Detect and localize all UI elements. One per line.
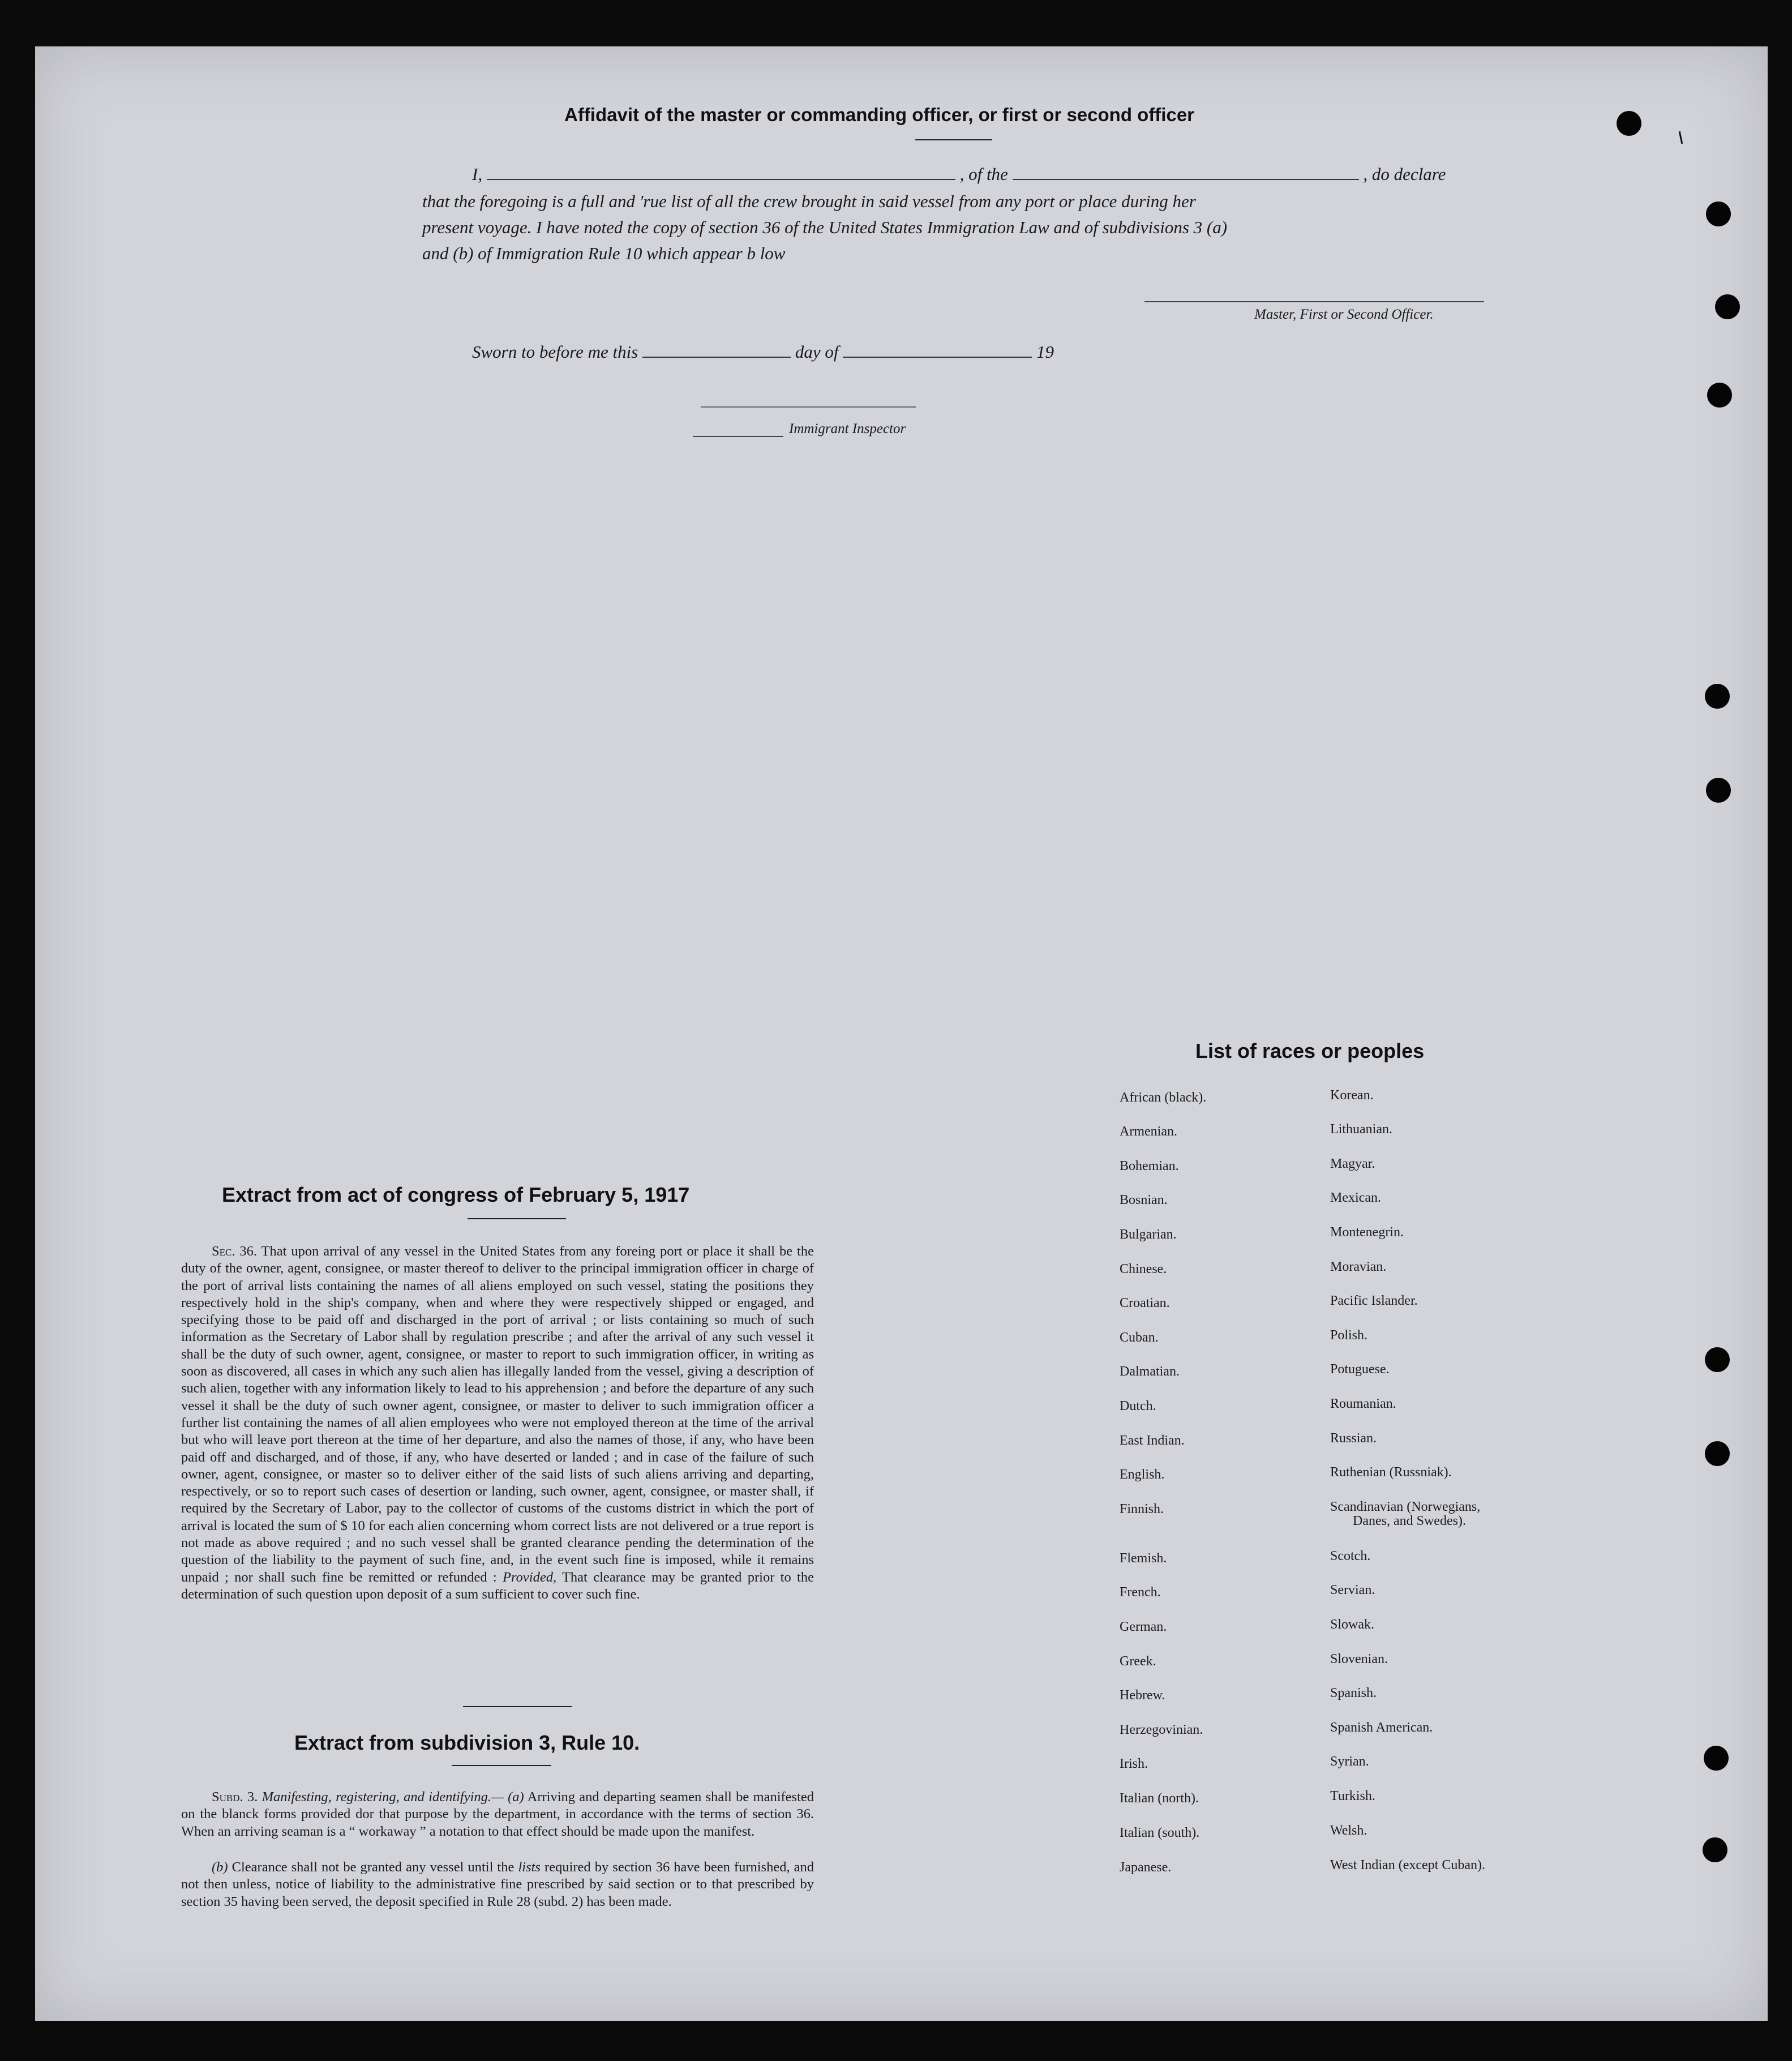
sworn-label: Sworn to before me this (472, 342, 638, 362)
vessel-label: , of the (959, 164, 1008, 184)
year-label: 19 (1036, 342, 1054, 362)
race-item: Bulgarian. (1120, 1227, 1177, 1242)
declarant-name-field[interactable] (487, 164, 955, 180)
race-item: Slowak. (1330, 1617, 1374, 1632)
race-item: Servian. (1330, 1583, 1375, 1597)
signature-caption: Master, First or Second Officer. (1254, 307, 1434, 322)
day-of-label: day of (795, 342, 839, 362)
sworn-day-field[interactable] (642, 342, 791, 358)
punch-hole (1706, 778, 1731, 803)
section-label: Sec. 36. (212, 1244, 258, 1259)
races-title: List of races or peoples (1195, 1039, 1425, 1062)
race-item: Irish. (1120, 1756, 1148, 1771)
race-item: Roumanian. (1330, 1396, 1396, 1411)
race-item: Bosnian. (1120, 1193, 1168, 1207)
race-item: Polish. (1330, 1328, 1368, 1343)
affidavit-line-3: present voyage. I have noted the copy of section 36 of the United States Immigration Law and of subdivisions 3 (a) (422, 217, 1228, 237)
race-item: Lithuanian. (1330, 1122, 1392, 1137)
punch-hole (1705, 684, 1730, 709)
race-item: Turkish. (1330, 1789, 1375, 1803)
declare-label: , do declare (1363, 164, 1446, 184)
race-item: Herzegovinian. (1120, 1723, 1203, 1737)
race-item: Moravian. (1330, 1259, 1387, 1274)
subd-b-body-1: Clearance shall not be granted any vessel until the (231, 1859, 515, 1875)
inspector-short-line (693, 436, 783, 437)
race-item: Dutch. (1120, 1399, 1156, 1413)
rule-subd-a-text (181, 1789, 814, 1840)
affidavit-line-4: and (b) of Immigration Rule 10 which appear b low (422, 243, 786, 263)
race-item: Scotch. (1330, 1549, 1371, 1563)
sworn-line (472, 342, 1054, 362)
race-item: Flemish. (1120, 1551, 1167, 1566)
race-item: Hebrew. (1120, 1688, 1165, 1703)
subd-b-label: (b) (212, 1859, 228, 1875)
inspector-caption: Immigrant Inspector (789, 421, 906, 436)
subd-heading: Manifesting, registering, and identifying.— (a) (261, 1789, 524, 1805)
race-item: West Indian (except Cuban). (1330, 1858, 1485, 1873)
affidavit-line-2: that the foregoing is a full and 'rue list of all the crew brought in said vessel from any port or place during her (422, 191, 1196, 211)
race-item: Syrian. (1330, 1754, 1369, 1769)
race-item: Japanese. (1120, 1860, 1172, 1875)
race-item: Bohemian. (1120, 1159, 1179, 1173)
race-item: Italian (south). (1120, 1826, 1200, 1840)
subd-b-lists: lists (518, 1859, 541, 1875)
race-item: Armenian. (1120, 1124, 1177, 1139)
section-separator (463, 1706, 572, 1707)
act-extract-title: Extract from act of congress of February 5, 1917 (222, 1183, 690, 1206)
race-item: English. (1120, 1467, 1165, 1482)
subd-label: Subd. 3. (212, 1789, 258, 1805)
section-body-end: That clearance may be granted prior to the determination of such question upon deposit of a sum sufficient to cover such fine. (181, 1569, 814, 1602)
race-item: Russian. (1330, 1431, 1377, 1446)
provided-word: Provided, (503, 1569, 557, 1585)
punch-hole (1617, 111, 1641, 136)
race-item: Croatian. (1120, 1296, 1170, 1310)
race-item: Mexican. (1330, 1190, 1381, 1205)
declarant-label: I, (472, 164, 483, 184)
race-item: Cuban. (1120, 1330, 1159, 1345)
race-item: Slovenian. (1330, 1652, 1388, 1666)
punch-hole (1705, 1441, 1730, 1466)
section-body: That upon arrival of any vessel in the United States from any foreing port or place it shall be the duty of the owner, agent, consignee, or master thereof to deliver to the principal immigration officer in charge of the port of arrival lists containing the names of all aliens employed on such vessel, stating the positions they respectively hold in the ship's company, when and where they were respectively shipped or engaged, and specifying those to be paid off and discharged in the port of arrival ; or lists containing so much of such information as the Secretary of Labor shall by regulation prescribe ; and after the arrival of any such vessel it shall be the duty of such owner, agent, consignee, or master to report to such immigration officer, in writing as soon as discovered, all cases in which any such alien has illegally landed from the vessel, giving a description of such alien, together with any information likely to lead to his apprehension ; and before the departure of any such vessel it shall be the duty of such owner agent, consignee, or master to deliver to such immigration officer a further list containing the names of all alien employees who were not employed thereon at the time of the arrival but who will leave port thereon at the time of her departure, and also the names of those, if any, who have been paid off and discharged, and of those, if any, who have deserted or landed ; and in case of the failure of such owner, agent, consignee, or master so to deliver either of the said lists of such aliens arriving and departing, respectively, or so to report such cases of desertion or landing, such owner, agent, consignee, or master shall, if required by the Secretary of Labor, pay to the collector of customs of the customs district in which the port of arrival is located the sum of $ 10 for each alien concerning whom correct lists are not delivered or a true report is not made as above required ; and no such vessel shall be granted clearance pending the determination of the question of the liability to the payment of such fine, and, in the event such fine is imposed, while it remains unpaid ; nor shall such fine be remitted or refunded : (181, 1244, 814, 1585)
punch-hole (1706, 202, 1731, 226)
subd-b-body-2: required by section 36 have been furnished, and not then unless, notice of liability to the administrative fine prescribed by said section or to that prescribed by section 35 having been served, the deposit specified in Rule 28 (subd. 2) has been made. (181, 1859, 814, 1909)
race-item: French. (1120, 1585, 1161, 1600)
rule-extract-title: Extract from subdivision 3, Rule 10. (294, 1731, 640, 1754)
affidavit-title: Affidavit of the master or commanding officer, or first or second officer (564, 104, 1195, 125)
vessel-name-field[interactable] (1013, 164, 1359, 180)
race-item: Scandinavian (Norwegians, (1330, 1499, 1481, 1514)
race-item: Korean. (1330, 1088, 1374, 1103)
rule-extract-title-rule (452, 1765, 551, 1766)
punch-hole (1715, 294, 1740, 319)
race-item: Welsh. (1330, 1823, 1367, 1838)
race-item: German. (1120, 1619, 1167, 1634)
race-item: African (black). (1120, 1090, 1207, 1105)
race-item: Pacific Islander. (1330, 1293, 1418, 1308)
race-item: Spanish American. (1330, 1720, 1433, 1735)
race-item: Montenegrin. (1330, 1225, 1404, 1240)
race-item: Ruthenian (Russniak). (1330, 1465, 1452, 1480)
race-item: Italian (north). (1120, 1791, 1199, 1806)
race-item: Magyar. (1330, 1156, 1375, 1171)
act-extract-title-rule (468, 1218, 566, 1219)
race-item: Potuguese. (1330, 1362, 1390, 1377)
punch-hole (1704, 1746, 1729, 1771)
signature-line[interactable] (1144, 301, 1484, 302)
race-item: Dalmatian. (1120, 1364, 1180, 1379)
rule-subd-b-text (181, 1859, 814, 1910)
sworn-month-field[interactable] (843, 342, 1032, 358)
race-item: Finnish. (1120, 1502, 1164, 1516)
punch-hole (1703, 1837, 1727, 1862)
affidavit-line-1 (472, 164, 1446, 185)
punch-hole (1705, 1347, 1730, 1372)
race-item: Spanish. (1330, 1686, 1377, 1700)
race-item: East Indian. (1120, 1433, 1185, 1448)
race-item: Chinese. (1120, 1262, 1167, 1276)
subd-a-body: Arriving and departing seamen shall be manifested on the blanck forms provided dor that purpose by the department, in accordance with the terms of section 36. When an arriving seaman is a “ workaway ” a notation to that effect should be made upon the manifest. (181, 1789, 814, 1839)
race-item: Greek. (1120, 1654, 1156, 1669)
act-section-36-text (181, 1243, 814, 1603)
race-item: Danes, and Swedes). (1353, 1514, 1466, 1528)
affidavit-title-rule (915, 139, 992, 140)
inspector-signature-line[interactable] (701, 406, 916, 408)
punch-hole (1707, 383, 1732, 408)
